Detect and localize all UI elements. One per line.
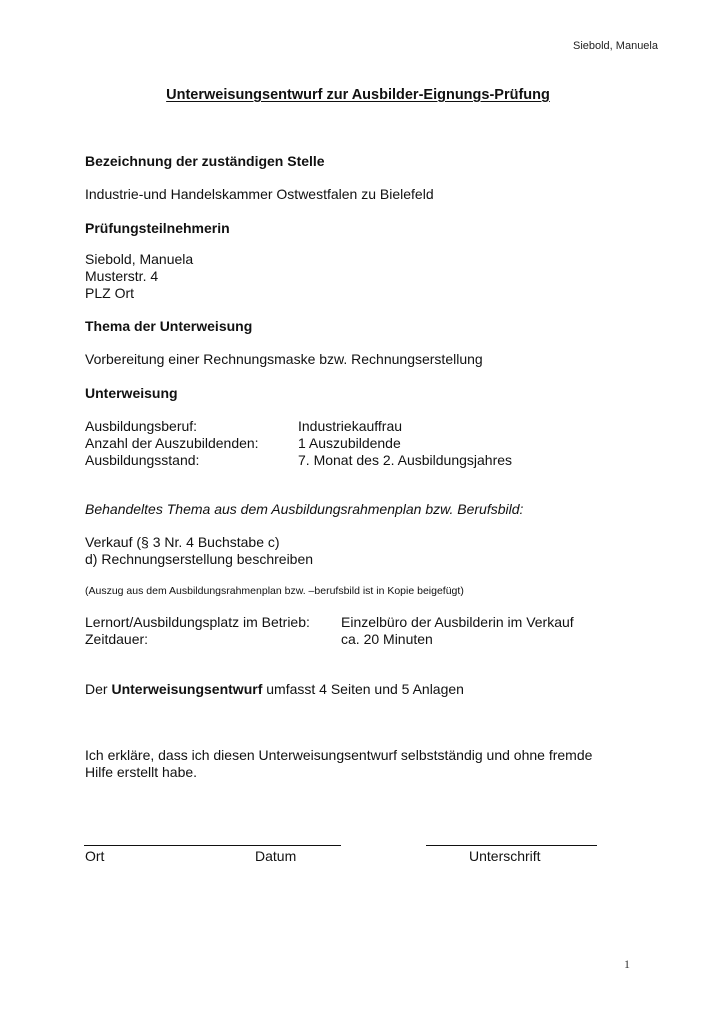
signature-line-ort-datum bbox=[84, 845, 341, 846]
rahmenplan-line-2: d) Rechnungserstellung beschreiben bbox=[85, 551, 314, 567]
signature-label-datum: Datum bbox=[255, 848, 297, 864]
ort-label-zeitdauer: Zeitdauer: bbox=[85, 631, 149, 647]
section-heading-stelle: Bezeichnung der zuständigen Stelle bbox=[85, 153, 325, 169]
teilnehmerin-city: PLZ Ort bbox=[85, 285, 135, 301]
ort-value-zeitdauer: ca. 20 Minuten bbox=[341, 631, 433, 647]
rahmenplan-heading: Behandeltes Thema aus dem Ausbildungsrahmenplan bzw. Berufsbild: bbox=[85, 501, 524, 517]
rahmenplan-note: (Auszug aus dem Ausbildungsrahmenplan bzw. –berufsbild ist in Kopie beigefügt) bbox=[85, 585, 464, 597]
unterweisung-value-anzahl: 1 Auszubildende bbox=[298, 435, 401, 451]
teilnehmerin-street: Musterstr. 4 bbox=[85, 268, 159, 284]
signature-line-unterschrift bbox=[426, 845, 597, 846]
signature-label-unterschrift: Unterschrift bbox=[469, 848, 541, 864]
umfang-text bbox=[85, 681, 464, 698]
umfang-bold: Unterweisungsentwurf bbox=[111, 681, 263, 697]
erklaerung-line-1: Ich erkläre, dass ich diesen Unterweisungsentwurf selbstständig und ohne fremde bbox=[85, 747, 593, 763]
unterweisung-value-beruf: Industriekauffrau bbox=[298, 418, 403, 434]
umfang-prefix: Der bbox=[85, 681, 112, 697]
thema-text: Vorbereitung einer Rechnungsmaske bzw. Rechnungserstellung bbox=[85, 351, 483, 367]
unterweisung-label-stand: Ausbildungsstand: bbox=[85, 452, 200, 468]
erklaerung-line-2: Hilfe erstellt habe. bbox=[85, 764, 198, 780]
unterweisung-value-stand: 7. Monat des 2. Ausbildungsjahres bbox=[298, 452, 513, 468]
signature-label-ort: Ort bbox=[85, 848, 105, 864]
document-title: Unterweisungsentwurf zur Ausbilder-Eignungs-Prüfung bbox=[166, 87, 550, 103]
unterweisung-label-beruf: Ausbildungsberuf: bbox=[85, 418, 198, 434]
page-number: 1 bbox=[624, 957, 630, 971]
unterweisung-label-anzahl: Anzahl der Auszubildenden: bbox=[85, 435, 259, 451]
stelle-text: Industrie-und Handelskammer Ostwestfalen zu Bielefeld bbox=[85, 186, 434, 202]
rahmenplan-line-1: Verkauf (§ 3 Nr. 4 Buchstabe c) bbox=[85, 534, 280, 550]
ort-value-lernort: Einzelbüro der Ausbilderin im Verkauf bbox=[341, 614, 574, 630]
page-header-author: Siebold, Manuela bbox=[572, 40, 658, 52]
teilnehmerin-name: Siebold, Manuela bbox=[85, 251, 194, 267]
umfang-suffix: umfasst 4 Seiten und 5 Anlagen bbox=[262, 681, 464, 697]
section-heading-teilnehmerin: Prüfungsteilnehmerin bbox=[85, 220, 230, 236]
section-heading-thema: Thema der Unterweisung bbox=[85, 318, 253, 334]
section-heading-unterweisung: Unterweisung bbox=[85, 385, 178, 401]
ort-label-lernort: Lernort/Ausbildungsplatz im Betrieb: bbox=[85, 614, 310, 630]
